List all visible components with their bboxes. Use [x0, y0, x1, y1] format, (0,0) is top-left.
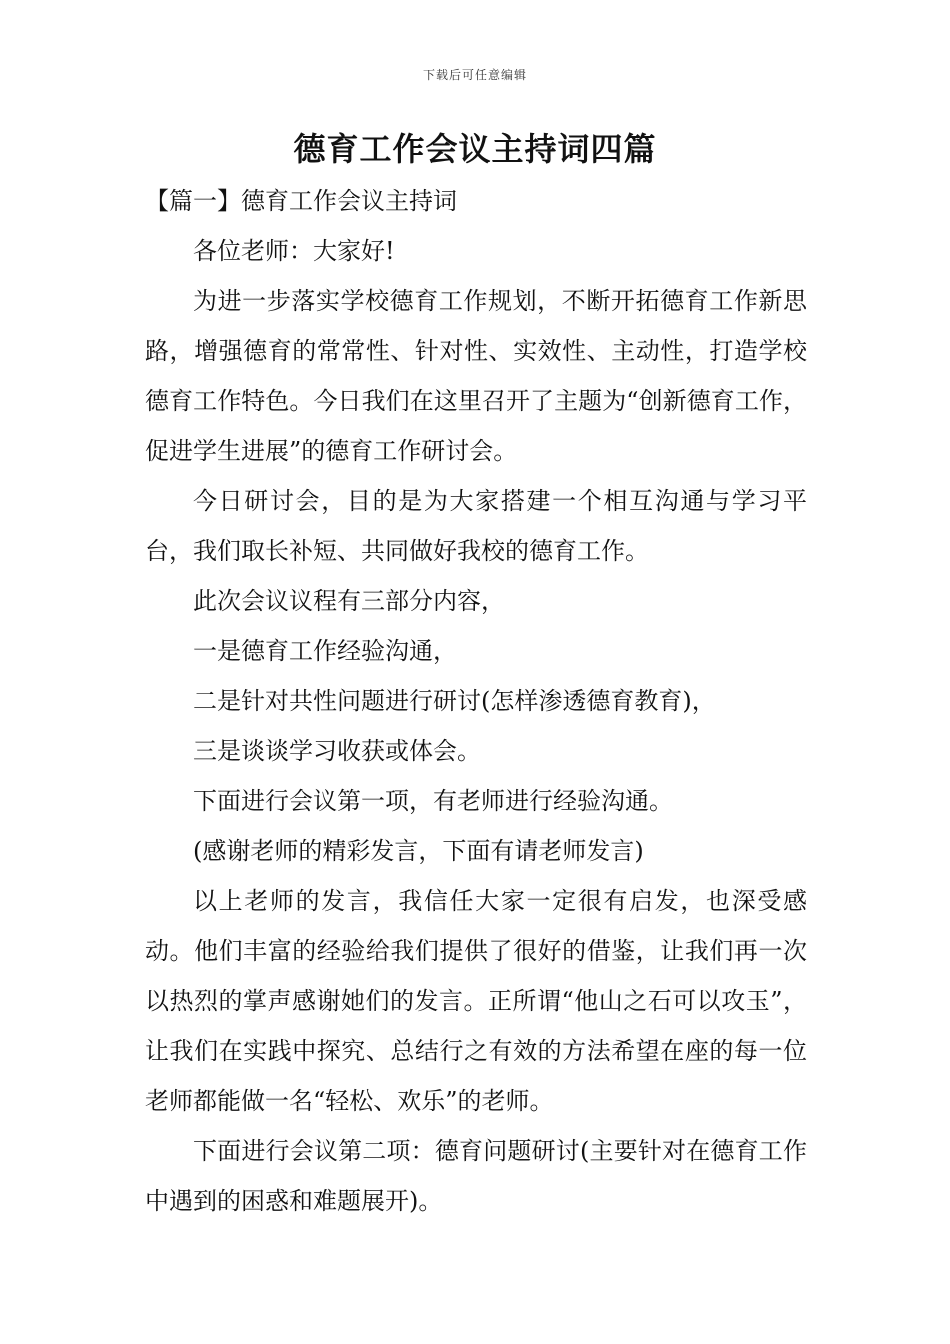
- document-title: 德育工作会议主持词四篇: [293, 130, 657, 168]
- paragraph-purpose: 今日研讨会，目的是为大家搭建一个相互沟通与学习平台，我们取长补短、共同做好我校的德育工作。: [145, 487, 807, 565]
- agenda-item-3: 三是谈谈学习收获或体会。: [193, 737, 481, 765]
- header-note: 下载后可任意编辑: [422, 68, 527, 82]
- paragraph-intro: 为进一步落实学校德育工作规划，不断开拓德育工作新思路，增强德育的常常性、针对性、实效性、主动性，打造学校德育工作特色。今日我们在这里召开了主题为“创新德育工作，促进学生进展”的德育工作研讨会。: [145, 287, 807, 465]
- paragraph-thanks: (感谢老师的精彩发言，下面有请老师发言): [193, 837, 644, 865]
- agenda-item-1: 一是德育工作经验沟通，: [193, 637, 457, 665]
- paragraph-summary: 以上老师的发言，我信任大家一定很有启发，也深受感动。他们丰富的经验给我们提供了很好的借鉴，让我们再一次以热烈的掌声感谢她们的发言。正所谓“他山之石可以攻玉”，让我们在实践中探究、总结行之有效的方法希望在座的每一位老师都能做一名“轻松、欢乐”的老师。: [145, 887, 807, 1115]
- paragraph-item-one: 下面进行会议第一项，有老师进行经验沟通。: [193, 787, 673, 815]
- paragraph-greeting: 各位老师：大家好!: [193, 237, 395, 265]
- paragraph-item-two: 下面进行会议第二项：德育问题研讨(主要针对在德育工作中遇到的困惑和难题展开)。: [145, 1137, 807, 1215]
- document-body: [145, 176, 807, 1226]
- paragraph-agenda: 此次会议议程有三部分内容，: [193, 587, 505, 615]
- agenda-item-2: 二是针对共性问题进行研讨(怎样渗透德育教育)，: [193, 687, 716, 715]
- section-heading: 【篇一】德育工作会议主持词: [145, 187, 457, 215]
